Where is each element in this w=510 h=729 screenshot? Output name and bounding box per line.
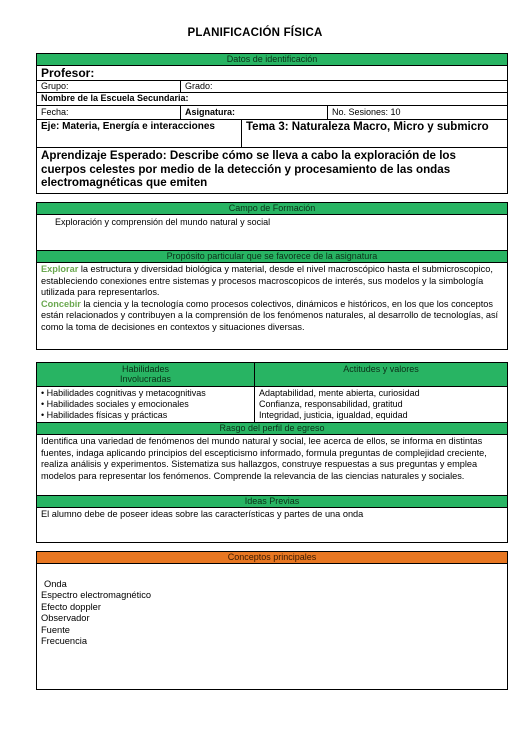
aprendizaje-esperado: Aprendizaje Esperado: Describe cómo se lleva a cabo la exploración de los cuerpos celestes por medio de la detección y procesamiento de las ondas electromagnéticas que emiten [41,149,456,189]
grado-field: Grado: [185,81,213,91]
actitudes-list [255,387,507,422]
identification-header: Datos de identificación [37,54,507,66]
ideas-text: El alumno debe de poseer ideas sobre las características y partes de una onda [41,509,364,519]
concepto-item: Frecuencia [41,636,87,647]
actitud-item: Adaptabilidad, mente abierta, curiosidad [259,388,420,398]
fecha-field: Fecha: [37,106,181,119]
rasgo-text: Identifica una variedad de fenómenos del mundo natural y social, lee acerca de ellos, se informa en distintas fuentes, indaga aplicando principios del escepticismo informado, formula preguntas de complejidad creciente, realiza análisis y experimentos. Sistematiza sus hallazgos, construye respuestas a sus preguntas y emplea modelos para representar los fenómenos. Comprende la relevancia de las ciencias naturales y sociales. [37,435,507,496]
conceptos-table [36,551,508,690]
campo-text: Exploración y comprensión del mundo natural y social [55,217,271,227]
rasgo-header: Rasgo del perfil de egreso [37,423,507,435]
habilidad-item: • Habilidades cognitivas y metacognitivas [41,388,206,398]
actitud-item: Integridad, justicia, igualdad, equidad [259,410,408,420]
actitud-item: Confianza, responsabilidad, gratitud [259,399,403,409]
habilidades-list [37,387,255,422]
campo-header: Campo de Formación [37,203,507,215]
keyword-concebir: Concebir [41,298,81,309]
keyword-explorar: Explorar [41,264,79,274]
profesor-field: Profesor: [41,66,95,80]
ideas-header: Ideas Previas [37,496,507,508]
proposito-text-1: la estructura y diversidad biológica y material, desde el nivel macroscópico hasta el submicroscopico, estableciendo conexiones entre sistemas y procesos macroscopicos de interés, sus modelos y la simbología utilizada para representarlos. [41,264,493,297]
campo-proposito-table [36,202,508,350]
concepto-item: Fuente [41,624,70,635]
asignatura-field: Asignatura: [181,106,328,119]
concepto-item: Espectro electromagnético [41,590,152,601]
eje-field: Eje: Materia, Energía e interacciones [37,120,242,147]
page-title: PLANIFICACIÓN FÍSICA [187,27,323,39]
conceptos-list [37,564,507,647]
habilidades-header: Habilidades Involucradas [37,363,255,386]
proposito-text [37,263,507,335]
habilidad-item: • Habilidades físicas y prácticas [41,410,168,420]
concepto-item: Observador [41,613,90,624]
escuela-field: Nombre de la Escuela Secundaria: [41,93,189,103]
conceptos-header: Conceptos principales [37,552,507,564]
concepto-item: Onda [44,579,67,589]
habilidades-table [36,362,508,543]
concepto-item: Efecto doppler [41,601,101,612]
sesiones-field: No. Sesiones: 10 [332,107,401,117]
proposito-text-2: la ciencia y la tecnología como procesos colectivos, dinámicos e históricos, en los que los conceptos están relacionados y contribuyen a la comprensión de los fenómenos naturales, al desarrollo de tecnologías, así como la toma de decisiones en contextos y situaciones diversas. [41,298,499,332]
grupo-field: Grupo: [37,81,181,92]
actitudes-header: Actitudes y valores [255,363,507,386]
habilidad-item: • Habilidades sociales y emocionales [41,399,189,409]
tema-field: Tema 3: Naturaleza Macro, Micro y submicro [246,121,489,133]
proposito-header: Propósito particular que se favorece de la asignatura [37,251,507,263]
identification-table [36,53,508,194]
